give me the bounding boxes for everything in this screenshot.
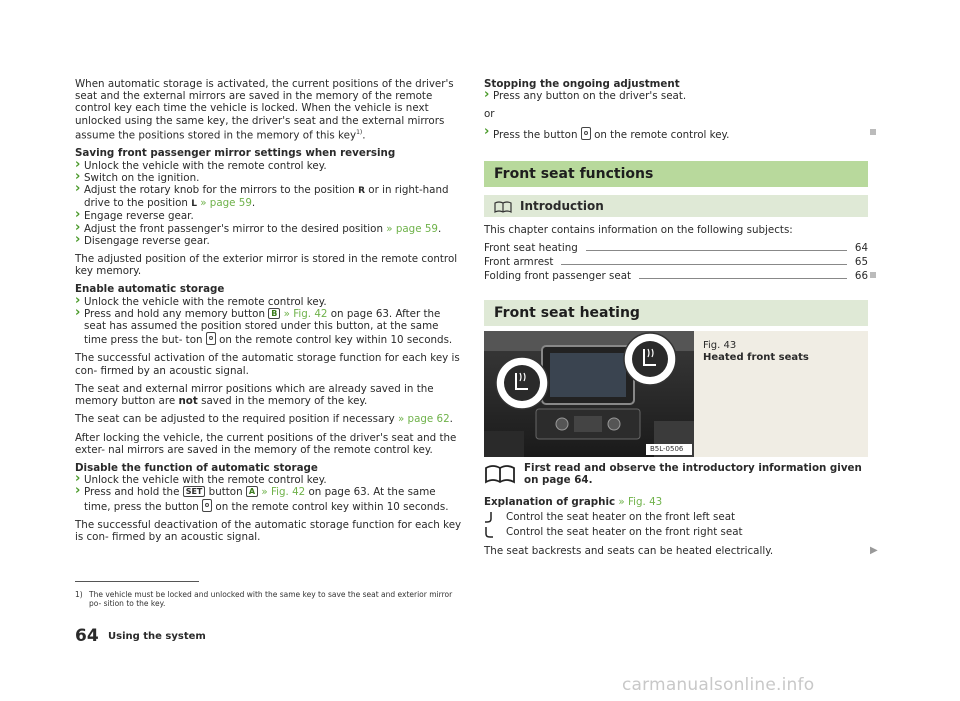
- memory-button-a-icon: A: [246, 486, 258, 497]
- right-column-top: [484, 78, 868, 141]
- footnote-ref[interactable]: 1): [356, 128, 363, 136]
- save-step-6: › Disengage reverse gear.: [75, 235, 463, 247]
- backrest-paragraph: The seat backrests and seats can be heated electrically.: [484, 545, 774, 557]
- introduction-banner: Introduction: [484, 195, 868, 217]
- locking-paragraph: After locking the vehicle, the current positions of the driver's seat and the exter- nal mirrors are saved in the memory of the remote control key.: [75, 431, 457, 456]
- running-section-title: Using the system: [108, 631, 206, 642]
- enable-heading: Enable automatic storage: [75, 283, 225, 296]
- front-seat-heating-banner: Front seat heating: [484, 300, 868, 326]
- page-number: 64: [75, 626, 99, 646]
- remote-key-icon-3: [581, 127, 591, 140]
- enable-step-2: › Press and hold any memory button B » Fig. 42 on page 63. After the seat has assumed the position stored under this button, at the same time press the but- ton on the remote control key within 10 seconds.: [75, 308, 463, 347]
- memory-button-b-icon: B: [268, 308, 280, 319]
- page-59-link-2[interactable]: » page 59: [386, 222, 438, 235]
- section-end-mark: [870, 129, 876, 135]
- save-step-5: › Adjust the front passenger's mirror to the desired position » page 59.: [75, 223, 463, 235]
- right-seat-heater-icon: [484, 526, 506, 541]
- fig-42-link[interactable]: » Fig. 42: [283, 307, 328, 320]
- mirror-right-icon: R: [358, 186, 365, 197]
- save-step-4: › Engage reverse gear.: [75, 210, 463, 222]
- fig-42-link-2[interactable]: » Fig. 42: [261, 486, 306, 499]
- stop-heading: Stopping the ongoing adjustment: [484, 78, 680, 90]
- figure-title: Heated front seats: [703, 352, 809, 363]
- figure-caption: [703, 340, 809, 364]
- explanation-line: Explanation of graphic » Fig. 43: [484, 496, 663, 508]
- adjust-paragraph: The seat can be adjusted to the required position if necessary » page 62.: [75, 413, 453, 426]
- left-seat-heater-icon: [484, 511, 506, 526]
- save-step-2: › Switch on the ignition.: [75, 172, 463, 184]
- save-mirror-heading: Saving front passenger mirror settings when reversing: [75, 147, 396, 160]
- section-end-mark-2: [870, 272, 876, 278]
- stop-step: › Press any button on the driver's seat.: [484, 90, 868, 102]
- figure-code: B5L-0506: [650, 445, 684, 453]
- success-paragraph: The successful activation of the automatic storage function for each key is con- firmed by an acoustic signal.: [75, 352, 460, 377]
- disable-step-1: › Unlock the vehicle with the remote control key.: [75, 474, 463, 486]
- open-book-icon: [484, 464, 516, 488]
- figure-number: Fig. 43: [703, 340, 737, 351]
- fig-43-link[interactable]: » Fig. 43: [618, 496, 663, 508]
- intro-paragraph: When automatic storage is activated, the current positions of the driver's seat and the external mirrors are saved in the memory of the remote control key each time the vehicle is locked. When the vehicle is next unlocked using the same key, the driver's seat and the external mirrors assume the positions stored in the memory of this key$^{1)}$.: [75, 78, 454, 142]
- left-column: [75, 78, 463, 549]
- footnote-rule: [75, 581, 199, 582]
- adjusted-paragraph: The adjusted position of the exterior mirror is stored in the remote control key memory.: [75, 253, 458, 278]
- toc-row[interactable]: Front armrest 65: [484, 256, 868, 268]
- mirror-left-icon: L: [191, 199, 197, 210]
- section-banner: Front seat functions: [484, 161, 868, 187]
- set-button-icon: SET: [183, 486, 206, 497]
- enable-step-1: › Unlock the vehicle with the remote control key.: [75, 296, 463, 308]
- press-step: › Press the button on the remote control key.: [484, 127, 868, 141]
- positions-paragraph: The seat and external mirror positions which are already saved in the memory button are not saved in the memory of the key.: [75, 382, 434, 408]
- remote-key-icon-2: [202, 499, 212, 512]
- footnote: 1) The vehicle must be locked and unlocked with the same key to save the seat and exterior mirror po- sition to the key.: [75, 590, 453, 608]
- continue-arrow-icon: ▶: [870, 545, 878, 556]
- or-text: or: [484, 108, 495, 121]
- legend-item: Control the seat heater on the front right seat: [484, 526, 743, 541]
- read-first-text: First read and observe the introductory information given on page 64.: [524, 462, 862, 486]
- disable-step-2: › Press and hold the SET button A » Fig. 42 on page 63. At the same time, press the button on the remote control key within 10 seconds.: [75, 486, 463, 512]
- page-59-link[interactable]: » page 59: [200, 197, 252, 210]
- intro-text: This chapter contains information on the following subjects:: [484, 224, 793, 236]
- toc-row[interactable]: Front seat heating 64: [484, 242, 868, 254]
- save-step-3: › Adjust the rotary knob for the mirrors to the position R or in right-hand drive to the position L » page 59.: [75, 184, 463, 210]
- remote-key-icon: [206, 332, 216, 345]
- legend-item: Control the seat heater on the front left seat: [484, 511, 735, 526]
- page-62-link[interactable]: » page 62: [397, 413, 450, 426]
- heated-seats-photo: [484, 331, 694, 457]
- info-book-icon: [494, 198, 512, 220]
- watermark: carmanualsonline.info: [622, 675, 815, 695]
- save-step-1: › Unlock the vehicle with the remote control key.: [75, 160, 463, 172]
- toc-row[interactable]: Folding front passenger seat 66: [484, 270, 868, 282]
- deactivation-paragraph: The successful deactivation of the automatic storage function for each key is con- firmed by an acoustic signal.: [75, 518, 462, 543]
- disable-heading: Disable the function of automatic storage: [75, 461, 318, 474]
